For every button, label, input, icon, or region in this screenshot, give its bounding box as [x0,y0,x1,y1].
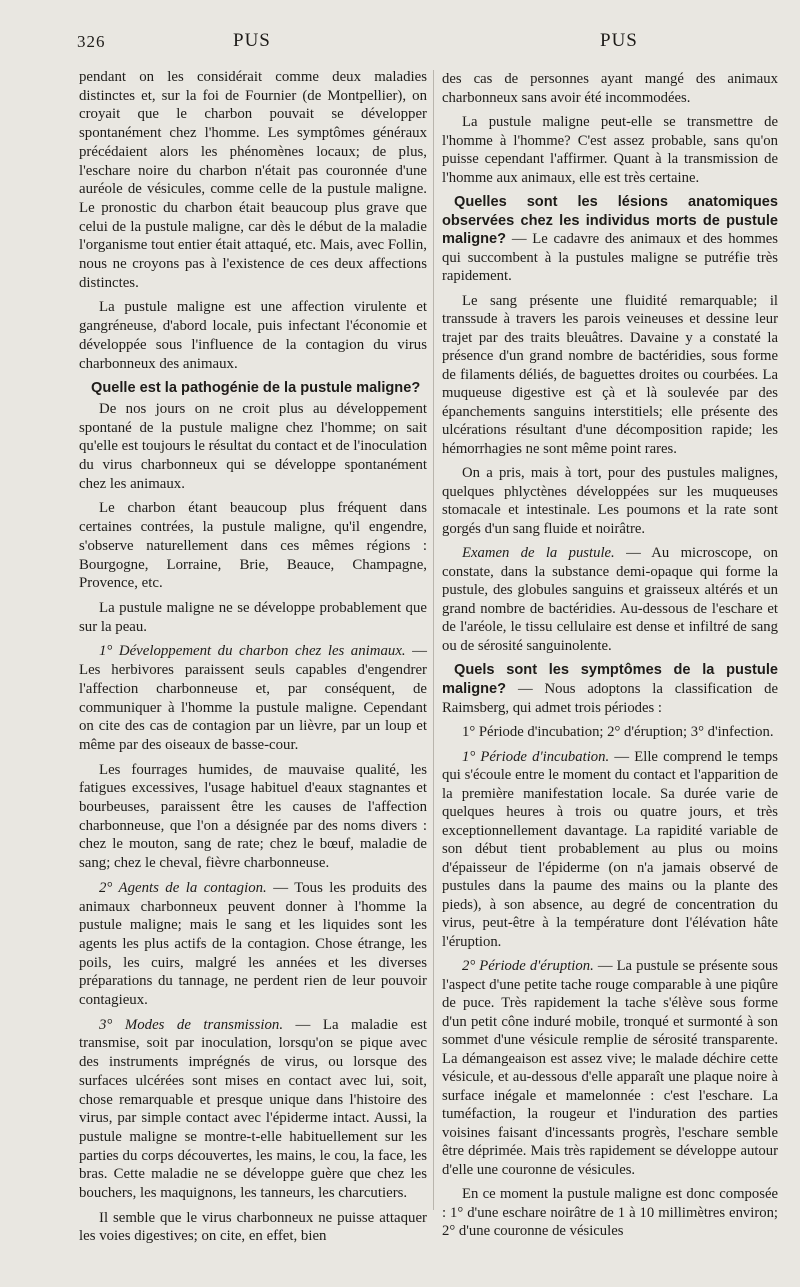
question-paragraph [442,193,778,286]
paragraph: Le sang présente une fluidité remarquable; il transsude à travers les parois veineuses et dessine leur trajet par des traits bleuâtres. Davaine y a constaté la présence d'un grand nombre de bactéridies, sous forme de filaments déliés, de baguettes droites ou courbées. La muqueuse digestive est çà et là soulevée par des épanchements sanguins interstitiels; elle présente des ulcérations résultant d'une décomposition rapide; les hémorrhagies ne sont même point rares. [442,292,778,457]
section-title: 3° Modes de transmission. [99,1016,284,1033]
section-title: 2° Période d'éruption. [462,958,594,975]
paragraph: Le charbon étant beaucoup plus fréquent dans certaines contrées, la pustule maligne, qu'il engendre, s'observe naturellement dans ces mêmes régions : Bourgogne, Lorraine, Brie, Beauce, Champagne, Provence, etc. [79,500,427,592]
question-heading: Quelle est la pathogénie de la pustule maligne? [91,380,421,397]
paragraph: pendant on les considérait comme deux maladies distinctes et, sur la foi de Fournier (de Montpellier), on croyait que le charbon pouvait se développer spontanément chez l'homme. Les symptômes généraux précédaient alors les phénomènes locaux; de plus, l'eschare noire du charbon n'était pas couronnée d'une auréole de vésicules, comme celle de la pustule maligne. Le pronostic du charbon était beaucoup plus grave que celui de la pustule maligne, car dès le début de la maladie l'organisme tout entier était attaqué, etc. Mais, avec Follin, nous ne croyons pas à l'existence de ces deux affections distinctes. [79,69,427,291]
column-divider [433,70,434,1210]
section-title: 2° Agents de la contagion. [99,879,267,896]
section-title: 1° Période d'incubation. [462,748,610,765]
question-paragraph [442,661,778,717]
question-text: — Le cadavre des animaux et des hommes qui succombent à la pustules maligne se putréfie très rapidement. [442,231,778,285]
question-heading: Quelles sont les lésions anatomiques observées chez les individus morts de pustule maligne? [442,194,778,248]
paragraph: En ce moment la pustule maligne est donc composée : 1° d'une eschare noirâtre de 1 à 10 millimètres environ; 2° d'une couronne de vésicules [442,1186,778,1240]
section-title: 1° Développement du charbon chez les animaux. [99,643,406,660]
section-paragraph [79,1016,427,1203]
section-text: — La pustule se présente sous l'aspect d'une petite tache rouge comparable à une piqûre de puce. Très rapidement la tache s'élève sous forme d'un petit cône induré mobile, tronqué et surmonté à son sommet d'une vésicule remplie de sérosité transparente. La démangeaison est assez vive; le malade déchire cette vésicule, et au-dessous d'elle apparaît une plaque noire à surface inégale et mamelonnée : c'est l'eschare. La tuméfaction, la rougeur et l'induration des parties voisines faisant d'incessants progrès, l'eschare semble être déprimée. Mais très rapidement se développe autour d'elle une couronne de vésicules. [442,958,779,1178]
page-number: 326 [77,32,106,51]
paragraph: La pustule maligne ne se développe probablement que sur la peau. [79,599,427,635]
section-paragraph [442,544,778,655]
section-text: — Tous les produits des animaux charbonneux peuvent donner à l'homme la pustule maligne; mais le sang et les liquides sont les agents les plus actifs de la contagion. Chose étrange, les poils, les cuirs, malgré les années et les diverses préparations du tannage, ne perdent rien de leur pouvoir contagieux. [79,879,428,1009]
running-head-left: PUS [233,30,271,51]
section-title: Examen de la pustule. [462,545,615,562]
paragraph: La pustule maligne peut-elle se transmettre de l'homme à l'homme? C'est assez probable, sans qu'on puisse cependant l'affirmer. Quant à la transmission de l'homme aux animaux, elle est très certaine. [442,114,778,186]
question-text: — Nous adoptons la classification de Raimsberg, qui admet trois périodes : [442,680,778,716]
right-column [442,70,778,1247]
running-header [0,28,800,54]
section-text: — Les herbivores paraissent seuls capables d'engendrer l'affection charbonneuse et, par conséquent, de communiquer à l'homme la pustule maligne. Cependant on cite des cas de contagion par un lièvre, par un loup et même par des oiseaux de basse-cour. [79,643,427,753]
section-text: — Au microscope, on constate, dans la substance demi-opaque qui forme la pustule, des globules sanguins et graisseux altérés et un grand nombre de bactéridies. Au-dessous de l'eschare et de l'aréole, le tissu cellulaire est dense et infiltré de sang ou de sérosité sanguinolente. [442,545,778,654]
section-paragraph [442,748,778,952]
paragraph: 1° Période d'incubation; 2° d'éruption; 3° d'infection. [462,724,774,741]
paragraph: De nos jours on ne croit plus au développement spontané de la pustule maligne chez l'homme; on sait qu'elle est toujours le résultat du contact et de l'inoculation du virus charbonneux qui se développe spontanément chez les animaux. [79,400,427,492]
paragraph: des cas de personnes ayant mangé des animaux charbonneux sans avoir été incommodées. [442,71,778,106]
question-heading: Quels sont les symptômes de la pustule maligne? [442,662,778,697]
paragraph: La pustule maligne est une affection virulente et gangréneuse, d'abord locale, puis infectant l'économie et développée sous l'influence de la contagion du virus charbonneux des animaux. [79,299,427,372]
section-paragraph [79,642,427,754]
paragraph: Il semble que le virus charbonneux ne puisse attaquer les voies digestives; on cite, en effet, bien [79,1209,427,1245]
section-text: — La maladie est transmise, soit par inoculation, lorsqu'on se pique avec des instruments imprégnés de virus, ou lorsque des surfaces ulcérées sont mises en contact avec lui, soit, chose remarquable et presque unique dans l'histoire des virus, par simple contact avec l'épiderme intact. Aussi, la pustule maligne se montre-t-elle habituellement sur les parties du corps découvertes, les mains, le cou, la face, les bras. Cette maladie ne se développe guère que chez les bouchers, les maquignons, les tanneurs, les charcutiers. [79,1016,427,1202]
running-head-right: PUS [600,30,638,51]
left-column [79,68,427,1252]
section-text: — Elle comprend le temps qui s'écoule entre le moment du contact et l'apparition de la première manifestation locale. Sa durée varie de quelques heures à trois ou quatre jours, et très exceptionnellement davantage. La rapidité variable de son début tient probablement au plus ou moins d'épaisseur de l'épiderme (on n'a jamais observé de pustules dans la paume des mains ou la plante des pieds), à son absence, au degré de concentration du virus, peut-être à la température dont l'élévation hâte l'éruption. [442,748,778,950]
paragraph: Les fourrages humides, de mauvaise qualité, les fatigues excessives, l'usage habituel d'eaux stagnantes et bourbeuses, paraissent être les causes de l'affection charbonneuse, que l'on a désignée par des noms divers : chez le mouton, sang de rate; chez le bœuf, maladie de sang; chez le cheval, fièvre charbonneuse. [79,761,427,872]
section-paragraph [442,957,778,1179]
section-paragraph [79,879,427,1010]
paragraph: On a pris, mais à tort, pour des pustules malignes, quelques phlyctènes développées sur les muqueuses stomacale et intestinale. Les poumons et la rate sont gorgés d'un sang fluide et noirâtre. [442,465,778,537]
